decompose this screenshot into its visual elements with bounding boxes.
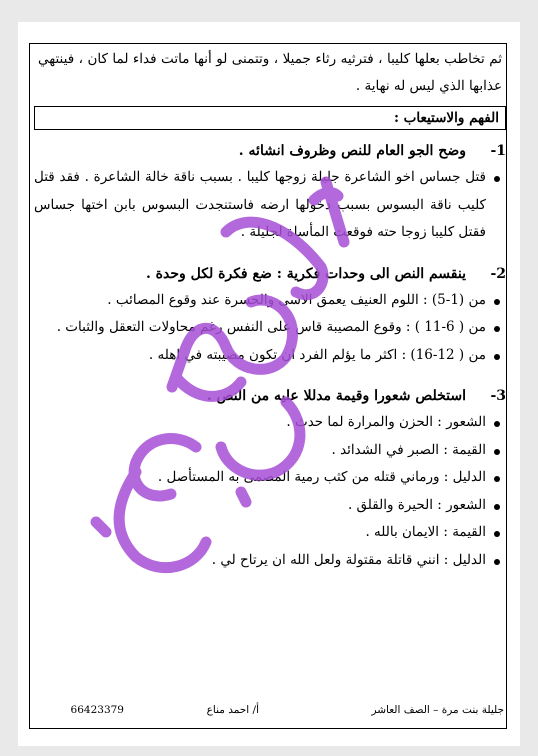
question-2 — [34, 261, 506, 287]
list-item: من ( 12-16) : اكثر ما يؤلم الفرد ان تكون مصيبته في اهله . — [34, 342, 486, 370]
question-number: 2- — [490, 265, 506, 282]
footer-title: جليلة بنت مرة – الصف العاشر — [371, 704, 504, 716]
page-footer — [44, 704, 504, 722]
answer-list-1 — [34, 164, 506, 247]
list-item: من ( 6-11 ) : وقوع المصيبة قاس على النفس رغم محاولات التعقل والثبات . — [34, 314, 486, 342]
footer-author: أ/ احمد مناع — [206, 704, 259, 716]
list-item: القيمة : الصبر في الشدائد . — [34, 437, 486, 465]
question-1 — [34, 138, 506, 164]
list-item: الدليل : انني قاتلة مقتولة ولعل الله ان يرتاح لي . — [34, 547, 486, 575]
intro-paragraph: ثم تخاطب بعلها كليبا ، فترثيه رثاء جميلا ، وتتمنى لو أنها ماتت فداء لما كان ، فينتهي عذابها الذي ليس له نهاية . — [38, 51, 502, 94]
question-title: ينقسم النص الى وحدات فكرية : ضع فكرة لكل وحدة . — [145, 265, 466, 282]
list-item: الشعور : الحيرة والقلق . — [34, 492, 486, 520]
answer-list-3 — [34, 409, 506, 574]
content — [34, 46, 506, 574]
question-number: 3- — [490, 388, 506, 404]
question-number: 1- — [490, 143, 506, 159]
document-page — [18, 22, 520, 746]
list-item: القيمة : الايمان بالله . — [34, 519, 486, 547]
question-title: استخلص شعورا وقيمة مدللا عليه من النص . — [206, 388, 466, 404]
section-heading: الفهم والاستيعاب : — [34, 106, 506, 130]
list-item: من (1-5) : اللوم العنيف يعمق الاسى والحسرة عند وقوع المصائب . — [34, 287, 486, 315]
list-item: الشعور : الحزن والمرارة لما حدث . — [34, 409, 486, 437]
answer-list-2 — [34, 287, 506, 370]
question-title: وضح الجو العام للنص وظروف انشائه . — [238, 143, 466, 159]
footer-phone: 66423379 — [70, 704, 124, 716]
list-item: الدليل : ورماني قتله من كثب رمية المصمى به المستأصل . — [34, 464, 486, 492]
question-3 — [34, 383, 506, 409]
list-item: قتل جساس اخو الشاعرة جليلة زوجها كليبا . بسبب ناقة خالة الشاعرة . فقد قتل كليب ناقة البسوس بسبب دخولها ارضه فاستنجدت البسوس بابن اختها جساس فقتل كليبا زوجا حته فوقعت المأساة لجليلة . — [34, 164, 486, 247]
